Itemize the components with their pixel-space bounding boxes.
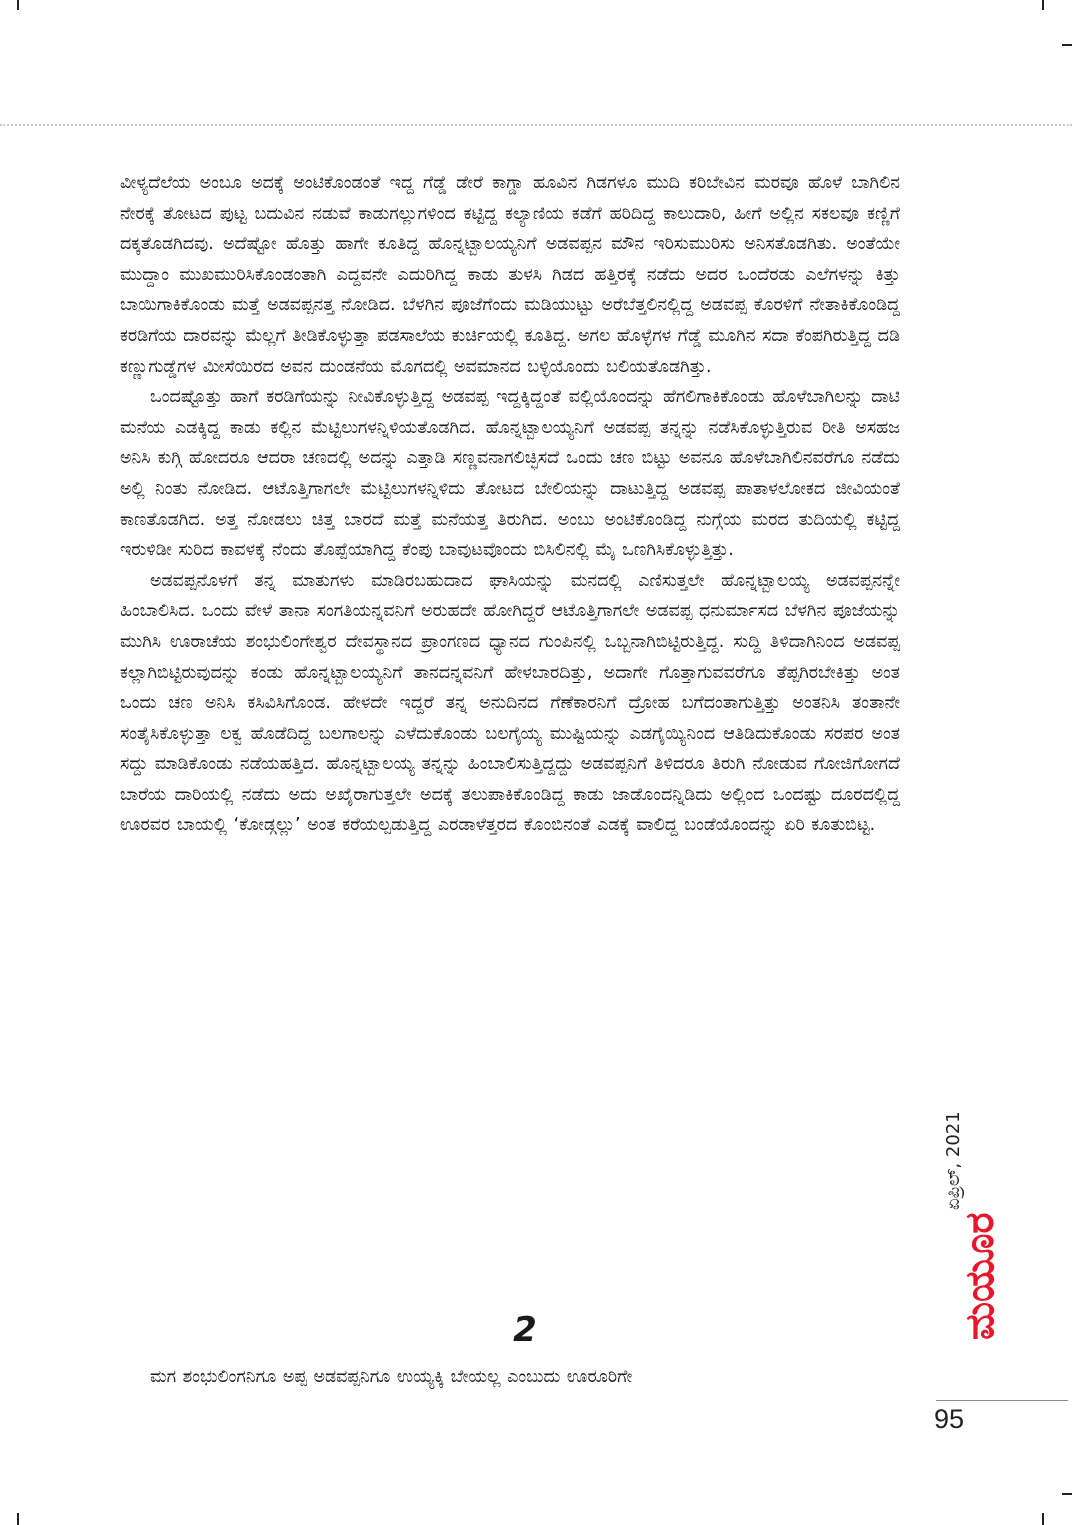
paragraph-3: ಅಡವಪ್ಪನೊಳಗೆ ತನ್ನ ಮಾತುಗಳು ಮಾಡಿರಬಹುದಾದ ಘಾಸಿಯನ್ನು ಮನದಲ್ಲಿ ಎಣಿಸುತ್ತಲೇ ಹೊನ್ನಟ್ಬಾಲಯ್ಯ ಅಡವಪ್ಪನನ್ನೇ ಹಿಂಬಾಲಿಸಿದ. ಒಂದು ವೇಳೆ ತಾನಾ ಸಂಗತಿಯನ್ನವನಿಗೆ ಅರುಹದೇ ಹೋಗಿದ್ದರೆ ಆಟೊತ್ತಿಗಾಗಲೇ ಅಡವಪ್ಪ ಧನುರ್ಮಾಸದ ಬೆಳಗಿನ ಪೂಜೆಯನ್ನು ಮುಗಿಸಿ ಊರಾಚೆಯ ಶಂಭುಲಿಂಗೇಶ್ವರ ದೇವಸ್ಥಾನದ ಪ್ರಾಂಗಣದ ಧ್ಯಾನದ ಗುಂಪಿನಲ್ಲಿ ಒಬ್ಬನಾಗಿಬಿಟ್ಟಿರುತ್ತಿದ್ದ. ಸುದ್ದಿ ತಿಳಿದಾಗಿನಿಂದ ಅಡವಪ್ಪ ಕಲ್ಲಾಗಿಬಿಟ್ಟಿರುವುದನ್ನು ಕಂಡು ಹೊನ್ನಟ್ಬಾಲಯ್ಯನಿಗೆ ತಾನದನ್ನವನಿಗೆ ಹೇಳಬಾರದಿತ್ತು, ಅದಾಗೇ ಗೊತ್ತಾಗುವವರೆಗೂ ತೆಪ್ಪಗಿರಬೇಕಿತ್ತು ಅಂತ ಒಂದು ಚಣ ಅನಿಸಿ ಕಸಿವಿಸಿಗೊಂಡ. ಹೇಳದೇ ಇದ್ದರೆ ತನ್ನ ಅನುದಿನದ ಗೆಣೆಕಾರನಿಗೆ ದ್ರೋಹ ಬಗೆದಂತಾಗುತ್ತಿತ್ತು ಅಂತನಿಸಿ ತಂತಾನೇ ಸಂತೈಸಿಕೊಳ್ಳುತ್ತಾ ಲಕ್ವ ಹೊಡೆದಿದ್ದ ಬಲಗಾಲನ್ನು ಎಳೆದುಕೊಂಡು ಬಲಗೈಯ್ಯ ಮುಷ್ಟಿಯನ್ನು ಎಡಗೈಯ್ಯಿನಿಂದ ಆತಿಡಿದುಕೊಂಡು ಸರಪರ ಅಂತ ಸದ್ದು ಮಾಡಿಕೊಂಡು ನಡೆಯಹತ್ತಿದ. ಹೊನ್ನಟ್ಬಾಲಯ್ಯ ತನ್ನನ್ನು ಹಿಂಬಾಲಿಸುತ್ತಿದ್ದದ್ದು ಅಡವಪ್ಪನಿಗೆ ತಿಳಿದರೂ ತಿರುಗಿ ನೋಡುವ ಗೋಜಿಗೋಗದೆ ಬಾರೆಯ ದಾರಿಯಲ್ಲಿ ನಡೆದು ಅದು ಅಖೈರಾಗುತ್ತಲೇ ಅದಕ್ಕೆ ತಲುಪಾಕಿಕೊಂಡಿದ್ದ ಕಾಡು ಜಾಡೊಂದನ್ನಿಡಿದು ಅಲ್ಲಿಂದ ಒಂದಷ್ಟು ದೂರದಲ್ಲಿದ್ದ ಊರವರ ಬಾಯಲ್ಲಿ ‘ಕೋಡ್ಗಲ್ಲು’ ಅಂತ ಕರೆಯಲ್ಪಡುತ್ತಿದ್ದ ಎರಡಾಳೆತ್ತರದ ಕೊಂಬಿನಂತೆ ಎಡಕ್ಕೆ ವಾಲಿದ್ದ ಬಂಡೆಯೊಂದನ್ನು ಏರಿ ಕೂತುಬಿಟ್ಟ. [120, 570, 900, 836]
header-dotted-rule [0, 124, 1072, 126]
crop-mark-top-right [1042, 0, 1044, 10]
crop-mark-bottom-left [17, 1513, 19, 1525]
issue-date: ಏಪ್ರಿಲ್, 2021 [943, 1111, 964, 1210]
page-number: 95 [934, 1404, 965, 1434]
page-number-rule [936, 1400, 1068, 1401]
crop-mark-bottom-right [1042, 1513, 1044, 1525]
paragraph-1: ವೀಳ್ಯದೆಲೆಯ ಅಂಬೂ ಅದಕ್ಕೆ ಅಂಟಿಕೊಂಡಂತೆ ಇದ್ದ ಗೆಡ್ಡೆ ಡೇರೆ ಕಾಗ್ಡಾ ಹೂವಿನ ಗಿಡಗಳೂ ಮುದಿ ಕರಿಬೇವಿನ ಮರವೂ ಹೊಳೆ ಬಾಗಿಲಿನ ನೇರಕ್ಕೆ ತೋಟದ ಪುಟ್ಟ ಬದುವಿನ ನಡುವೆ ಕಾಡುಗಲ್ಲುಗಳಿಂದ ಕಟ್ಟಿದ್ದ ಕಲ್ಯಾಣಿಯ ಕಡೆಗೆ ಹರಿದಿದ್ದ ಕಾಲುದಾರಿ, ಹೀಗೆ ಅಲ್ಲಿನ ಸಕಲವೂ ಕಣ್ಣಿಗೆ ದಕ್ಕತೊಡಗಿದವು. ಅದೆಷ್ಟೋ ಹೊತ್ತು ಹಾಗೇ ಕೂತಿದ್ದ ಹೊನ್ನಟ್ಬಾಲಯ್ಯನಿಗೆ ಅಡವಪ್ಪನ ಮೌನ ಇರಿಸುಮುರಿಸು ಅನಿಸತೊಡಗಿತು. ಅಂತೆಯೇ ಮುದ್ದಾಂ ಮುಖಮುರಿಸಿಕೊಂಡಂತಾಗಿ ಎದ್ದವನೇ ಎದುರಿಗಿದ್ದ ಕಾಡು ತುಳಸಿ ಗಿಡದ ಹತ್ತಿರಕ್ಕೆ ನಡೆದು ಅದರ ಒಂದೆರಡು ಎಲೆಗಳನ್ನು ಕಿತ್ತು ಬಾಯಿಗಾಕಿಕೊಂಡು ಮತ್ತೆ ಅಡವಪ್ಪನತ್ತ ನೋಡಿದ. ಬೆಳಗಿನ ಪೂಜೆಗೆಂದು ಮಡಿಯುಟ್ಟು ಅರೆಬೆತ್ತಲಿನಲ್ಲಿದ್ದ ಅಡವಪ್ಪ ಕೊರಳಿಗೆ ನೇತಾಕಿಕೊಂಡಿದ್ದ ಕರಡಿಗೆಯ ದಾರವನ್ನು ಮೆಲ್ಲಗೆ ತೀಡಿಕೊಳ್ಳುತ್ತಾ ಪಡಸಾಲೆಯ ಕುರ್ಚಿಯಲ್ಲಿ ಕೂತಿದ್ದ. ಅಗಲ ಹೊಳ್ಳೆಗಳ ಗೆಡ್ಡೆ ಮೂಗಿನ ಸದಾ ಕೆಂಪಗಿರುತ್ತಿದ್ದ ದಡಿ ಕಣ್ಣುಗುಡ್ಡೆಗಳ ಮೀಸೆಯಿರದ ಅವನ ದುಂಡನೆಯ ಮೊಗದಲ್ಲಿ ಅವಮಾನದ ಬಳ್ಳಿಯೊಂದು ಬಲಿಯತೊಡಗಿತ್ತು. [120, 173, 900, 377]
crop-mark-right-lower [1062, 1493, 1072, 1495]
section-number: 2 [513, 1310, 537, 1350]
section-opening [120, 1362, 900, 1393]
crop-mark-right-upper [1062, 44, 1072, 46]
article-body [120, 168, 900, 841]
crop-mark-top-left [17, 0, 19, 10]
section-opening-line: ಮಗ ಶಂಭುಲಿಂಗನಿಗೂ ಅಪ್ಪ ಅಡವಪ್ಪನಿಗೂ ಉಯ್ಯಕ್ಕಿ ಬೇಯಲ್ಲ ಎಂಬುದು ಊರೂರಿಗೇ [150, 1367, 633, 1387]
magazine-name-logo: ಮಯೂರ [957, 1212, 1003, 1340]
paragraph-2: ಒಂದಷ್ಟೊತ್ತು ಹಾಗೆ ಕರಡಿಗೆಯನ್ನು ನೀವಿಕೊಳ್ಳುತ್ತಿದ್ದ ಅಡವಪ್ಪ ಇದ್ದಕ್ಕಿದ್ದಂತೆ ವಲ್ಲಿಯೊಂದನ್ನು ಹೆಗಲಿಗಾಕಿಕೊಂಡು ಹೊಳೆಬಾಗಿಲನ್ನು ದಾಟಿ ಮನೆಯ ಎಡಕ್ಕಿದ್ದ ಕಾಡು ಕಲ್ಲಿನ ಮೆಟ್ಟಿಲುಗಳನ್ನಿಳಿಯತೊಡಗಿದ. ಹೊನ್ನಟ್ಬಾಲಯ್ಯನಿಗೆ ಅಡವಪ್ಪ ತನ್ನನ್ನು ನಡೆಸಿಕೊಳ್ಳುತ್ತಿರುವ ರೀತಿ ಅಸಹಜ ಅನಿಸಿ ಕುಗ್ಗಿ ಹೋದರೂ ಆದರಾ ಚಣದಲ್ಲಿ ಅದನ್ನು ಎತ್ತಾಡಿ ಸಣ್ಣವನಾಗಲಿಚ್ಛಿಸದೆ ಒಂದು ಚಣ ಬಿಟ್ಟು ಅವನೂ ಹೊಳೆಬಾಗಿಲಿನವರೆಗೂ ನಡೆದು ಅಲ್ಲಿ ನಿಂತು ನೋಡಿದ. ಆಟೊತ್ತಿಗಾಗಲೇ ಮೆಟ್ಟಿಲುಗಳನ್ನಿಳಿದು ತೋಟದ ಬೇಲಿಯನ್ನು ದಾಟುತ್ತಿದ್ದ ಅಡವಪ್ಪ ಪಾತಾಳಲೋಕದ ಜೀವಿಯಂತೆ ಕಾಣತೊಡಗಿದ. ಅತ್ತ ನೋಡಲು ಚಿತ್ತ ಬಾರದೆ ಮತ್ತೆ ಮನೆಯತ್ತ ತಿರುಗಿದ. ಅಂಬು ಅಂಟಿಕೊಂಡಿದ್ದ ನುಗ್ಗೆಯ ಮರದ ತುದಿಯಲ್ಲಿ ಕಟ್ಟಿದ್ದ ಇರುಳಿಡೀ ಸುರಿದ ಕಾವಳಕ್ಕೆ ನೆಂದು ತೊಪ್ಪೆಯಾಗಿದ್ದ ಕೆಂಪು ಬಾವುಟವೊಂದು ಬಿಸಿಲಿನಲ್ಲಿ ಮೈ ಒಣಗಿಸಿಕೊಳ್ಳುತ್ತಿತ್ತು. [120, 387, 900, 561]
